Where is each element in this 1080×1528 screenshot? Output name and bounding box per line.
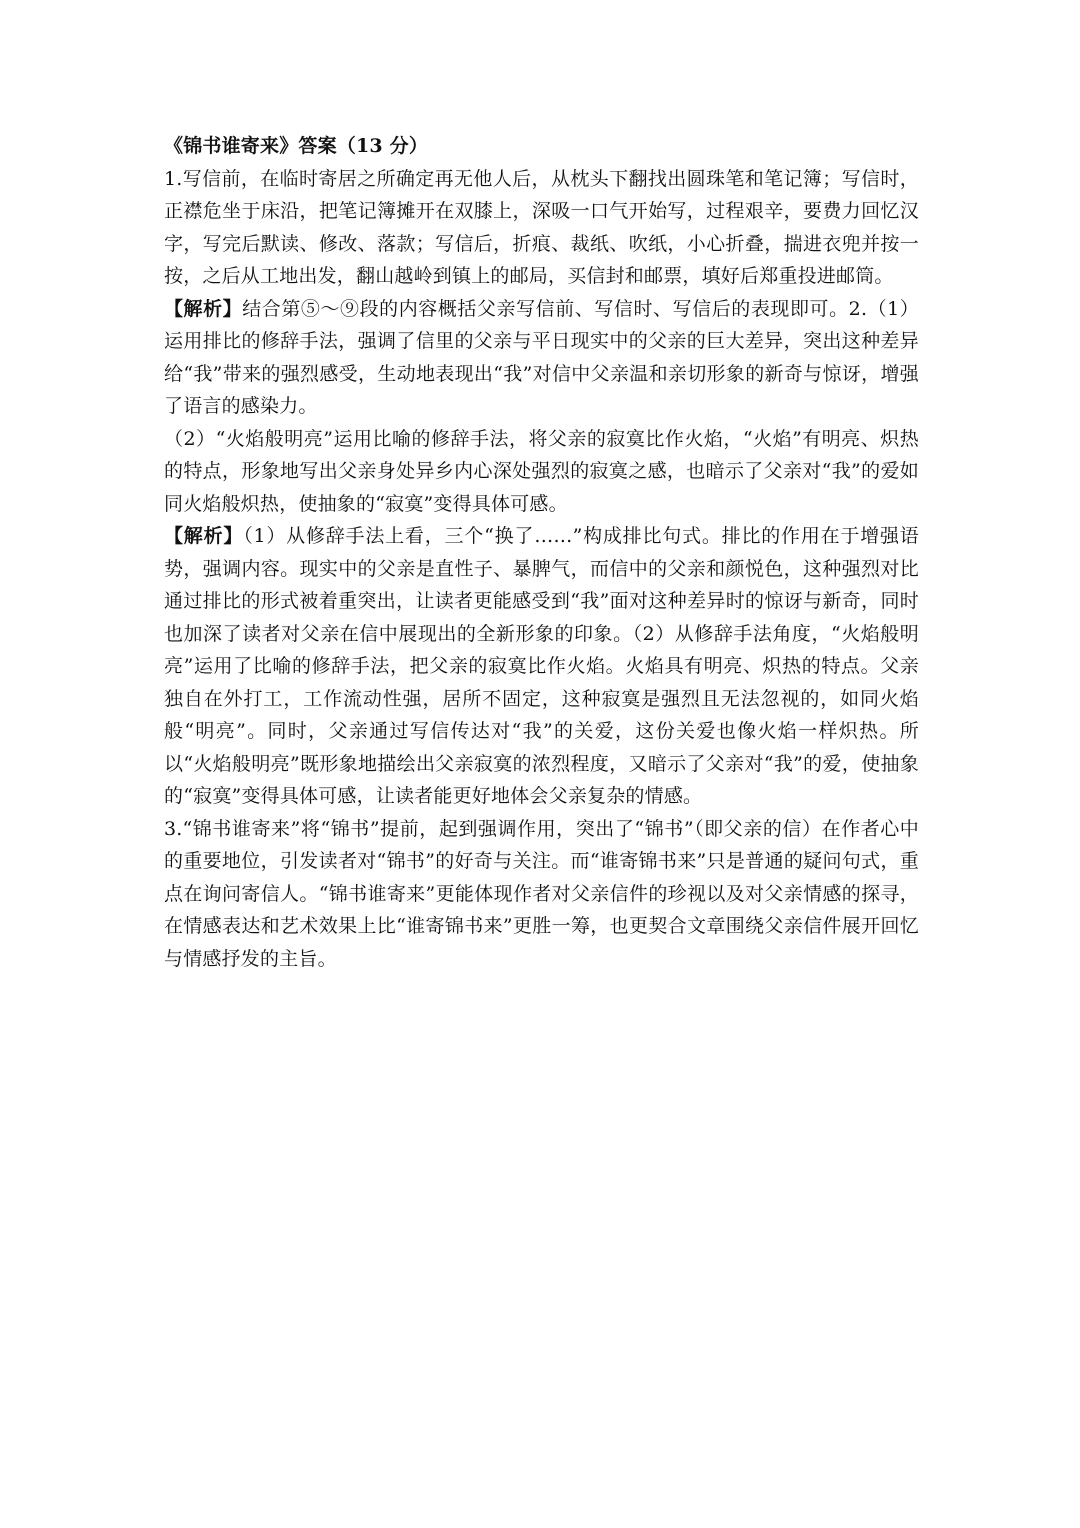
analysis-1-text: 结合第⑤～⑨段的内容概括父亲写信前、写信时、写信后的表现即可。2.（1）运用排比的修辞手法，强调了信里的父亲与平日现实中的父亲的巨大差异，突出这种差异给“我”带来的强烈感受，生动地表现出“我”对信中父亲温和亲切形象的新奇与惊讶，增强了语言的感染力。 — [164, 297, 919, 417]
analysis-2 — [164, 520, 919, 813]
answer-content — [164, 130, 919, 975]
analysis-1 — [164, 293, 919, 423]
answer-2-part-2: （2）“火焰般明亮”运用比喻的修辞手法，将父亲的寂寞比作火焰，“火焰”有明亮、炽热的特点，形象地写出父亲身处异乡内心深处强烈的寂寞之感，也暗示了父亲对“我”的爱如同火焰般炽热，使抽象的“寂寞”变得具体可感。 — [164, 427, 919, 515]
answer-3: 3.“锦书谁寄来”将“锦书”提前，起到强调作用，突出了“锦书”（即父亲的信）在作者心中的重要地位，引发读者对“锦书”的好奇与关注。而“谁寄锦书来”只是普通的疑问句式，重点在询问寄信人。“锦书谁寄来”更能体现作者对父亲信件的珍视以及对父亲情感的探寻，在情感表达和艺术效果上比“谁寄锦书来”更胜一筹，也更契合文章围绕父亲信件展开回忆与情感抒发的主旨。 — [164, 817, 919, 970]
answer-1: 1.写信前，在临时寄居之所确定再无他人后，从枕头下翻找出圆珠笔和笔记簿；写信时，正襟危坐于床沿，把笔记簿摊开在双膝上，深吸一口气开始写，过程艰辛，要费力回忆汉字，写完后默读、修改、落款；写信后，折痕、裁纸、吹纸，小心折叠，揣进衣兜并按一按，之后从工地出发，翻山越岭到镇上的邮局，买信封和邮票，填好后郑重投进邮筒。 — [164, 167, 919, 287]
document-title: 《锦书谁寄来》答案（13 分） — [164, 135, 429, 157]
analysis-2-label: 【解析】 — [164, 525, 244, 547]
analysis-1-label: 【解析】 — [164, 297, 243, 320]
analysis-2-text: （1）从修辞手法上看，三个“换了……”构成排比句式。排比的作用在于增强语势，强调内容。现实中的父亲是直性子、暴脾气，而信中的父亲和颜悦色，这种强烈对比通过排比的形式被着重突出，让读者更能感受到“我”面对这种差异时的惊讶与新奇，同时也加深了读者对父亲在信中展现出的全新形象的印象。（2）从修辞手法角度，“火焰般明亮”运用了比喻的修辞手法，把父亲的寂寞比作火焰。火焰具有明亮、炽热的特点。父亲独自在外打工，工作流动性强，居所不固定，这种寂寞是强烈且无法忽视的，如同火焰般“明亮”。同时，父亲通过写信传达对“我”的关爱，这份关爱也像火焰一样炽热。所以“火焰般明亮”既形象地描绘出父亲寂寞的浓烈程度，又暗示了父亲对“我”的爱，使抽象的“寂寞”变得具体可感，让读者能更好地体会父亲复杂的情感。 — [164, 525, 919, 807]
